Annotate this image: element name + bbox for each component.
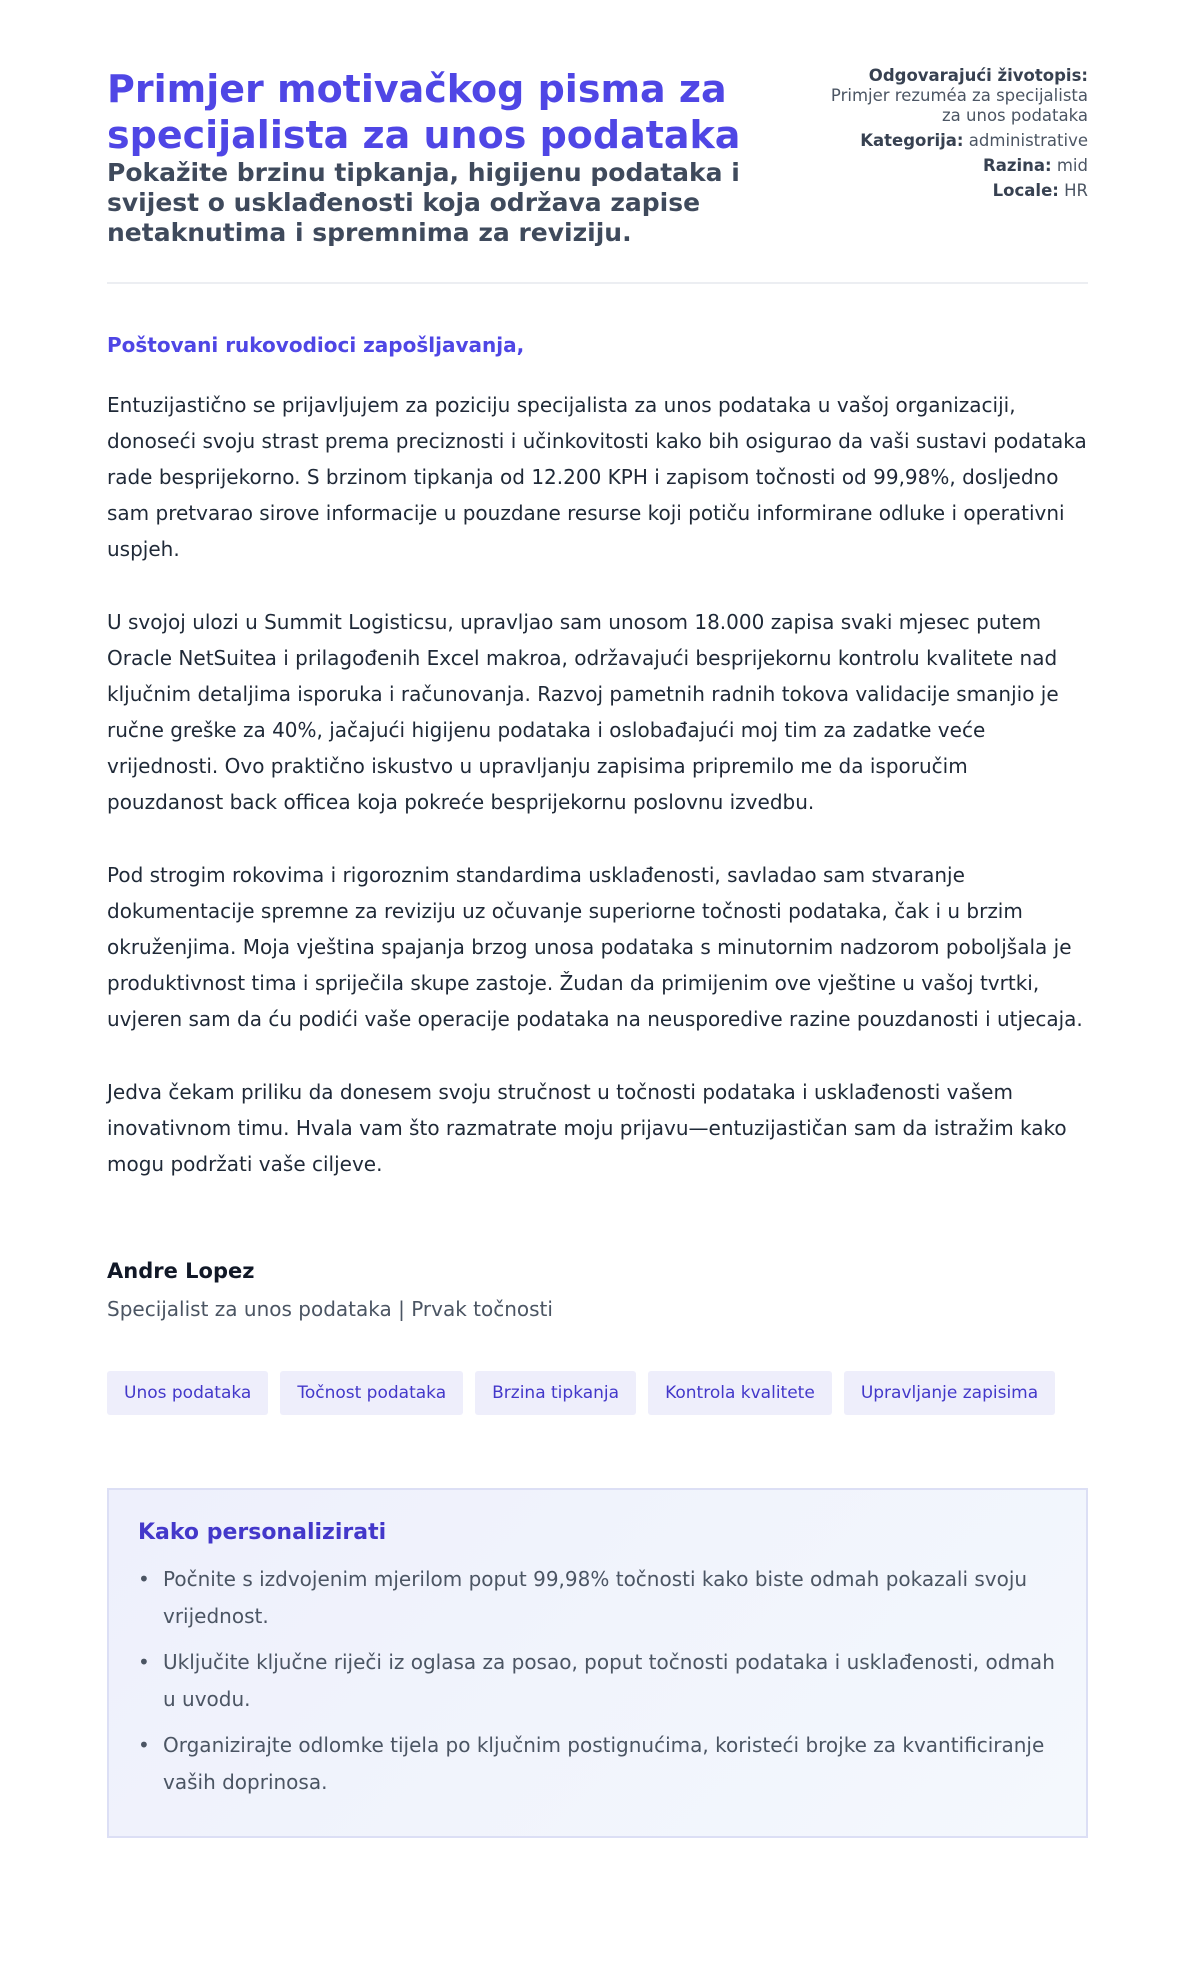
meta-category <box>828 131 1088 151</box>
tag: Točnost podataka <box>280 1371 463 1415</box>
meta-resume-label: Odgovarajući životopis: <box>868 66 1088 85</box>
signature-name: Andre Lopez <box>107 1259 255 1283</box>
meta-resume <box>828 66 1088 126</box>
meta-level-label: Razina: <box>983 156 1052 175</box>
page-title: Primjer motivačkog pisma za specijalista za unos podataka <box>107 67 741 157</box>
greeting: Poštovani rukovodioci zapošljavanja, <box>107 333 525 357</box>
tips-box <box>107 1488 1088 1838</box>
meta-resume-link[interactable]: Primjer rezuméa za specijalista za unos podataka <box>830 86 1088 125</box>
tip-item: • Počnite s izdvojenim mjerilom poput 99,98% točnosti kako biste odmah pokazali svoju vrijednost. <box>163 1561 1058 1635</box>
tag: Brzina tipkanja <box>475 1371 636 1415</box>
meta-locale-value: HR <box>1064 181 1088 200</box>
tag: Upravljanje zapisima <box>844 1371 1055 1415</box>
tips-list <box>138 1561 1058 1801</box>
header <box>107 66 1088 284</box>
meta-locale-label: Locale: <box>992 181 1059 200</box>
tip-item: • Uključite ključne riječi iz oglasa za posao, poput točnosti podataka i usklađenosti, odmah u uvodu. <box>163 1644 1058 1718</box>
page-subtitle: Pokažite brzinu tipkanja, higijenu podataka i svijest o usklađenosti koja održava zapise netaknutima i spremnima za reviziju. <box>107 158 740 247</box>
tips-title: Kako personalizirati <box>138 1520 387 1545</box>
paragraph: Pod strogim rokovima i rigoroznim standardima usklađenosti, savladao sam stvaranje dokumentacije spremne za reviziju uz očuvanje superiorne točnosti podataka, čak i u brzim okruženjima. Moja vještina spajanja brzog unosa podataka s minutornim nadzorom poboljšala je produktivnost tima i spriječila skupe zastoje. Žudan da primijenim ove vještine u vašoj tvrtki, uvjeren sam da ću podići vaše operacije podataka na neusporedive razine pouzdanosti i utjecaja. <box>107 863 1083 1031</box>
paragraph: U svojoj ulozi u Summit Logisticsu, upravljao sam unosom 18.000 zapisa svaki mjesec putem Oracle NetSuitea i prilagođenih Excel makroa, održavajući besprijekornu kontrolu kvalitete nad ključnim detaljima isporuka i računovanja. Razvoj pametnih radnih tokova validacije smanjio je ručne greške za 40%, jačajući higijenu podataka i oslobađajući moj tim za zadatke veće vrijednosti. Ovo praktično iskustvo u upravljanju zapisima pripremilo me da isporučim pouzdanost back officea koja pokreće besprijekornu poslovnu izvedbu. <box>107 610 1059 814</box>
meta-panel <box>828 66 1088 248</box>
tag-list <box>107 1371 1088 1415</box>
meta-level <box>828 156 1088 176</box>
paragraph: Entuzijastično se prijavljujem za poziciju specijalista za unos podataka u vašoj organizaciji, donoseći svoju strast prema preciznosti i učinkovitosti kako bih osigurao da vaši sustavi podataka rade besprijekorno. S brzinom tipkanja od 12.200 KPH i zapisom točnosti od 99,98%, dosljedno sam pretvarao sirove informacije u pouzdane resurse koji potiču informirane odluke i operativni uspjeh. <box>107 393 1087 561</box>
meta-locale <box>828 181 1088 201</box>
signature-title: Specijalist za unos podataka | Prvak točnosti <box>107 1297 553 1321</box>
paragraph: Jedva čekam priliku da donesem svoju stručnost u točnosti podataka i usklađenosti vašem inovativnom timu. Hvala vam što razmatrate moju prijavu—entuzijastičan sam da istražim kako mogu podržati vaše ciljeve. <box>107 1080 1067 1176</box>
meta-category-label: Kategorija: <box>860 131 964 150</box>
letter-body <box>107 387 1088 1182</box>
tag: Unos podataka <box>107 1371 268 1415</box>
tag: Kontrola kvalitete <box>648 1371 832 1415</box>
tip-item: • Organizirajte odlomke tijela po ključnim postignućima, koristeći brojke za kvantificiranje vaših doprinosa. <box>163 1727 1058 1801</box>
meta-level-value: mid <box>1056 156 1088 175</box>
meta-category-value: administrative <box>968 131 1088 150</box>
